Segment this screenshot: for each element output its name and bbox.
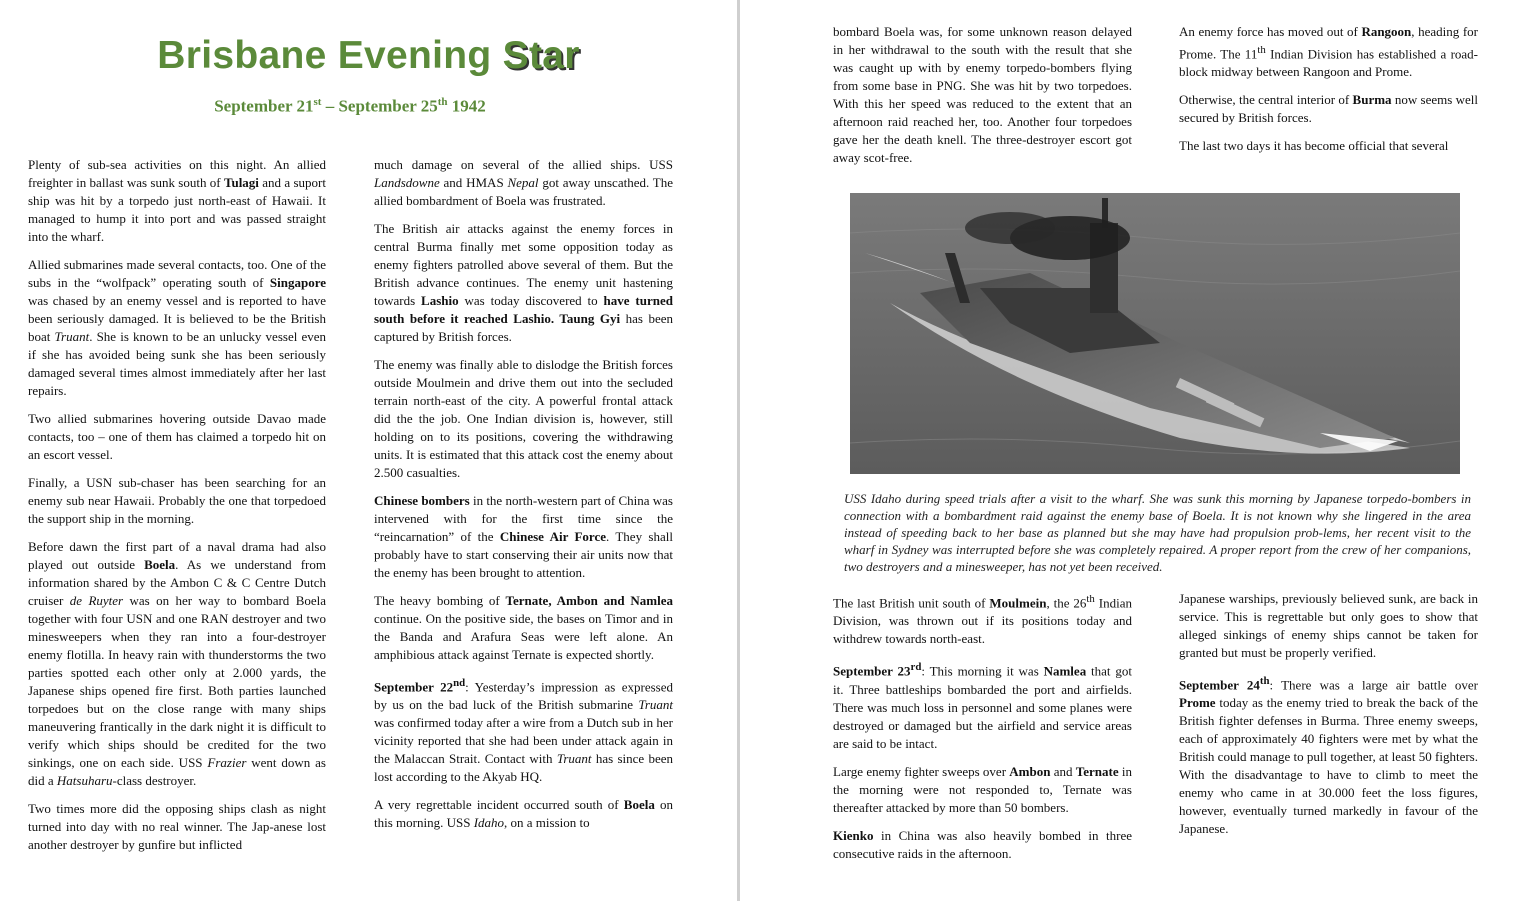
paragraph: much damage on several of the allied ships. USS Landsdowne and HMAS Nepal got away unscathed. The allied bombardment of Boela was frustrated. (374, 157, 673, 208)
paragraph: Large enemy fighter sweeps over Ambon and Ternate in the morning were not responded to, Ternate was thereafter attacked by more than 50 bombers. (833, 763, 1132, 815)
title-text: Brisbane Evening (157, 34, 503, 77)
newspaper-title (0, 34, 737, 78)
paragraph: bombard Boela was, for some unknown reason delayed in her withdrawal to the south with the result that she was caught up with by enemy torpedo-bombers flying from some base in PNG. She was hit by two torpedoes. With this her speed was reduced to the extent that an afternoon raid reached her, too. Another four torpedoes gave her the death knell. The three-destroyer escort got away scot-free. (833, 24, 1132, 165)
paragraph: An enemy force has moved out of Rangoon, heading for Prome. The 11th Indian Division has established a road-block midway between Rangoon and Prome. (1179, 24, 1479, 80)
paragraph: Otherwise, the central interior of Burma now seems well secured by British forces. (1179, 92, 1479, 126)
issue-date: September 21st – September 25th 1942 (214, 96, 486, 116)
paragraph: September 23rd: This morning it was Namlea that got it. Three battleships bombarded the port and airfields. There was much loss in personnel and some planes were destroyed or damaged but the airfield and service areas are said to be intact. (833, 661, 1132, 751)
paragraph: The last two days it has become official that several (1179, 138, 1449, 154)
photo-caption: USS Idaho during speed trials after a visit to the wharf. She was sunk this morning by Japanese torpedo-bombers in connection with a bombardment raid against the enemy base of Boela. It is not known why she lingered in the area instead of speeding back to her base as planned but she may have had propulsion prob-lems, her recent visit to the wharf in Sydney was interrupted before she was completely repaired. A proper report from the crew of her companions, two destroyers and a minesweeper, has not yet been received. (844, 491, 1471, 574)
paragraph: Japanese warships, previously believed sunk, are back in service. This is regrettable but only goes to show that alleged sinkings of enemy ships cannot be taken for granted but must be properly verified. (1179, 591, 1478, 660)
paragraph: The heavy bombing of Ternate, Ambon and Namlea continue. On the positive side, the bases on Timor and in the Banda and Arafura Seas were left alone. An amphibious attack against Ternate is expected shortly. (374, 593, 673, 662)
paragraph: A very regrettable incident occurred south of Boela on this morning. USS Idaho, on a mission to (374, 797, 673, 831)
paragraph: The enemy was finally able to dislodge the British forces outside Moulmein and drive them out into the secluded terrain north-east of the city. A powerful frontal attack did the the job. One Indian division is, however, still holding on to its positions, covering the withdrawing units. It is estimated that this attack cost the enemy about 2.500 casualties. (374, 357, 673, 480)
article-column-6 (1179, 590, 1478, 848)
paragraph: Chinese bombers in the north-western part of China was intervened with for the first time since the “reincarnation” of the Chinese Air Force. They shall probably have to start conserving their air units now that the enemy has been brought to attention. (374, 493, 673, 580)
paragraph: September 24th: There was a large air battle over Prome today as the enemy tried to break the back of the British fighter defenses in Burma. Three enemy sweeps, each of approximately 40 fighters were met by what the British could manage to pull together, at least 50 fighters. With the disadvantage to have to climb to meet the enemy who came in at 30.000 feet the loss figures, however, eventually turned markedly in favour of the Japanese. (1179, 675, 1478, 837)
article-column-4 (1179, 23, 1478, 165)
paragraph: Two times more did the opposing ships clash as night turned into day with no real winner. The Jap-anese lost another destroyer by gunfire but inflicted (28, 801, 326, 852)
paragraph: Before dawn the first part of a naval drama had also played out outside Boela. As we understand from information shared by the Ambon C & C Centre Dutch cruiser de Ruyter was on her way to bombard Boela together with four USN and one RAN destroyer and two minesweepers when they ran into a four-destroyer enemy flotilla. In heavy rain with thunderstorms the two parties spotted each other only at 2.000 yards, the Japanese ships opened fire first. Both parties launched torpedoes but on the close range with many ships maneuvering frantically in the dark night it is difficult to verify which ships should be credited for the two sinkings, one on each side. USS Frazier went down as did a Hatsuharu-class destroyer. (28, 539, 327, 788)
paragraph: Kienko in China was also heavily bombed in three consecutive raids in the afternoon. (833, 827, 1132, 861)
article-column-3 (833, 23, 1132, 177)
paragraph: The last British unit south of Moulmein, the 26th Indian Division, was thrown out if its positions today and withdrew towards north-east. (833, 593, 1132, 647)
right-page (740, 0, 1515, 901)
article-column-1 (28, 156, 326, 864)
title-star-text: Star (502, 34, 580, 77)
paragraph: Allied submarines made several contacts, too. One of the subs in the “wolfpack” operating south of Singapore was chased by an enemy vessel and is reported to have been seriously damaged. It is believed to be the British boat Truant. She is known to be an unlucky vessel even if she has avoided being sunk she has been seriously damaged several times almost immediately after her last repairs. (28, 257, 326, 398)
paragraph: Finally, a USN sub-chaser has been searching for an enemy sub near Hawaii. Probably the one that torpedoed the support ship in the morning. (28, 475, 326, 526)
battleship-photo (850, 193, 1460, 474)
paragraph: Two allied submarines hovering outside Davao made contacts, too – one of them has claimed a torpedo hit on an escort vessel. (28, 411, 326, 462)
article-column-2 (374, 156, 673, 842)
paragraph: Plenty of sub-sea activities on this night. An allied freighter in ballast was sunk south of Tulagi and a suport ship was hit by a torpedo just north-east of Hawaii. It managed to hump it into port and was passed straight into the wharf. (28, 157, 326, 244)
paragraph: September 22nd: Yesterday’s impression as expressed by us on the bad luck of the British submarine Truant was confirmed today after a wire from a Dutch sub in her vicinity reported that she had been under attack again in the Malaccan Strait. Contact with Truant has since been lost according to the Akyab HQ. (374, 677, 673, 785)
article-column-5 (833, 590, 1132, 873)
left-page (0, 0, 737, 901)
paragraph: The British air attacks against the enemy forces in central Burma finally met some opposition today as enemy fighters patrolled above several of them. But the British advance continues. The enemy unit hastening towards Lashio was today discovered to have turned south before it reached Lashio. Taung Gyi has been captured by British forces. (374, 221, 673, 344)
